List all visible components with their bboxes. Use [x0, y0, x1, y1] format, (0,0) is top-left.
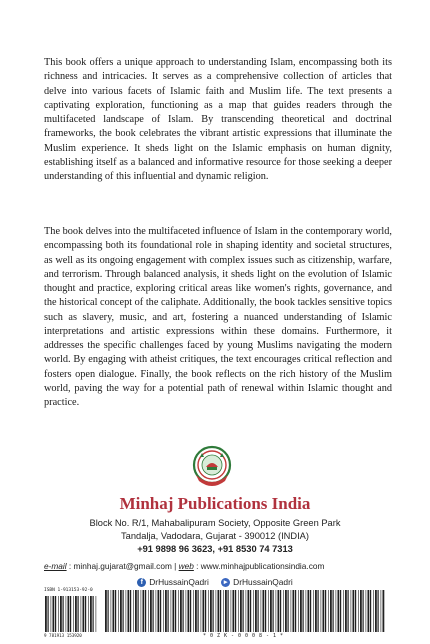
barcode-stripe: [93, 596, 94, 632]
barcode-stripe: [351, 590, 352, 632]
barcode-stripe: [303, 590, 304, 632]
barcode-stripe: [373, 590, 374, 632]
web-address[interactable]: www.minhajpublicationsindia.com: [200, 561, 325, 571]
barcode-stripe: [148, 590, 149, 632]
barcode-stripe: [213, 590, 214, 632]
barcode-stripe: [306, 590, 307, 632]
barcode-stripe: [158, 590, 160, 632]
barcode-stripe: [313, 590, 314, 632]
barcode-stripe: [171, 590, 172, 632]
barcode-stripe: [60, 596, 62, 632]
barcode-stripe: [205, 590, 206, 632]
barcode-stripe: [265, 590, 266, 632]
barcode-stripe: [168, 590, 169, 632]
barcode-stripe: [123, 590, 124, 632]
barcode-stripe: [143, 590, 145, 632]
barcode-stripe: [370, 590, 371, 632]
barcode-stripe: [105, 590, 107, 632]
barcode-stripe: [228, 590, 229, 632]
barcode-stripe: [156, 590, 157, 632]
barcode-stripe: [368, 590, 370, 632]
barcode-stripe: [150, 590, 152, 632]
barcode-stripe: [163, 590, 164, 632]
barcode-stripe: [238, 590, 239, 632]
barcode-stripe: [85, 596, 86, 632]
barcode-stripe: [120, 590, 122, 632]
barcode-stripe: [186, 590, 187, 632]
contact-line: [44, 561, 324, 571]
barcode-stripe: [48, 596, 49, 632]
facebook-handle[interactable]: [137, 577, 209, 587]
barcode-stripe: [73, 596, 74, 632]
barcode-stripe: [220, 590, 221, 632]
barcode-stripe: [113, 590, 115, 632]
barcode-stripe: [235, 590, 236, 632]
barcode-stripe: [325, 590, 326, 632]
barcode-stripe: [210, 590, 212, 632]
barcode-stripe: [201, 590, 202, 632]
email-address[interactable]: minhaj.gujarat@gmail.com: [73, 561, 172, 571]
youtube-handle[interactable]: [221, 577, 293, 587]
barcode-stripe: [138, 590, 139, 632]
barcode-stripe: [278, 590, 280, 632]
barcode-stripe: [323, 590, 325, 632]
barcode-stripe: [261, 590, 262, 632]
barcode-stripe: [378, 590, 379, 632]
barcode-stripe: [366, 590, 367, 632]
barcode-stripe: [293, 590, 295, 632]
minhaj-emblem-icon: [192, 445, 232, 491]
barcode-stripe: [195, 590, 197, 632]
barcode-stripe: [53, 596, 55, 632]
barcode-stripe: [333, 590, 334, 632]
barcode-stripe: [310, 590, 311, 632]
barcode-stripe: [258, 590, 259, 632]
social-handles: [0, 576, 430, 587]
barcode-stripe: [330, 590, 332, 632]
barcode-stripe: [208, 590, 209, 632]
facebook-icon: f: [137, 578, 146, 587]
barcode-stripe: [353, 590, 355, 632]
barcode-stripe: [180, 590, 182, 632]
publisher-name: Minhaj Publications India: [119, 494, 311, 513]
barcode-stripe: [288, 590, 289, 632]
barcode-stripe: [308, 590, 310, 632]
price-barcode-digits: *0ZK-0008-1*: [202, 633, 288, 639]
barcode-stripe: [75, 596, 77, 632]
barcode-stripe: [83, 596, 85, 632]
barcode-stripe: [243, 590, 244, 632]
barcode-stripe: [381, 590, 382, 632]
barcode-stripe: [233, 590, 235, 632]
barcode-stripe: [198, 590, 199, 632]
barcode-stripe: [173, 590, 175, 632]
email-separator: :: [66, 561, 74, 571]
barcode-stripe: [280, 590, 281, 632]
barcode-stripe: [216, 590, 217, 632]
barcode-stripe: [375, 590, 377, 632]
barcode-stripe: [223, 590, 224, 632]
barcode-stripe: [276, 590, 277, 632]
barcode-stripe: [336, 590, 337, 632]
barcode-stripe: [141, 590, 142, 632]
barcode-stripe: [345, 590, 347, 632]
barcode-stripe: [383, 590, 385, 632]
barcode-stripe: [88, 596, 89, 632]
barcode-stripe: [90, 596, 92, 632]
description-paragraph-2: The book delves into the multifaceted influence of Islam in the contemporary world, encompassing both its foundational role in shaping identity and societal structures, as well as its ongoing engagement with complex issues such as citizenship, warfare, and terrorism. Through balanced analysis, it sheds light on the evolution of Islamic thought and practice, exploring critical areas like women's rights, governance, and the historical concept of the caliphate. Additionally, the book tackles sensitive topics such as slavery, music, and art, fostering a nuanced understanding of Islamic interpretations and artistic expressions within these domains. Furthermore, it addresses the specific challenges faced by young Muslims navigating the modern world. By engaging with atheist critiques, the text encourages critical reflection and fosters open dialogue. Finally, the book reflects on the rich history of the Muslim world, paving the way for a potential path of renewal within Islamic thought and practice.: [44, 226, 392, 408]
barcode-stripe: [126, 590, 127, 632]
barcode-stripe: [111, 590, 112, 632]
barcode-stripe: [315, 590, 317, 632]
barcode-stripe: [273, 590, 274, 632]
barcode-stripe: [63, 596, 64, 632]
barcode-stripe: [135, 590, 137, 632]
barcode-stripe: [363, 590, 364, 632]
barcode-stripe: [355, 590, 356, 632]
barcode-stripe: [108, 590, 109, 632]
barcode-stripe: [115, 590, 116, 632]
barcode-stripe: [45, 596, 47, 632]
barcode-stripe: [246, 590, 247, 632]
isbn-label: ISBN 1-913153-92-0: [44, 588, 93, 593]
barcode-stripe: [253, 590, 254, 632]
barcode-stripe: [51, 596, 52, 632]
barcode-stripe: [358, 590, 359, 632]
barcode-stripe: [178, 590, 179, 632]
phone-numbers: +91 9898 96 3623, +91 8530 74 7313: [137, 544, 293, 554]
barcode-stripe: [318, 590, 319, 632]
barcode-stripe: [188, 590, 190, 632]
barcode-stripe: [250, 590, 251, 632]
address-line-2: Tandalja, Vadodara, Gujarat - 390012 (INDIA): [121, 531, 309, 541]
barcode-stripe: [300, 590, 302, 632]
barcode-stripe: [81, 596, 82, 632]
email-label: e-mail: [44, 561, 67, 571]
barcode-stripe: [270, 590, 272, 632]
barcode-stripe: [78, 596, 79, 632]
barcode-stripe: [248, 590, 250, 632]
barcode-stripe: [183, 590, 184, 632]
barcode-stripe: [321, 590, 322, 632]
barcode-stripe: [285, 590, 287, 632]
barcode-stripe: [193, 590, 194, 632]
barcode-stripe: [118, 590, 119, 632]
web-separator: :: [193, 561, 201, 571]
barcode-stripe: [145, 590, 146, 632]
barcode-stripe: [160, 590, 161, 632]
web-label: web: [178, 561, 194, 571]
youtube-handle-text: DrHussainQadri: [233, 576, 293, 587]
barcode-stripe: [268, 590, 269, 632]
barcode-stripe: [295, 590, 296, 632]
contact-divider: |: [171, 561, 179, 571]
barcode-stripe: [328, 590, 329, 632]
barcode-stripe: [128, 590, 130, 632]
description-paragraph-1: This book offers a unique approach to understanding Islam, encompassing both its richness and intricacies. It serves as a comprehensive collection of articles that delve into various facets of Islamic faith and Muslim life. The text presents a captivating exploration, functioning as a map that guides readers through the multifaceted landscape of Islam. By transcending theoretical and doctrinal frameworks, the book celebrates the vibrant artistic expressions that illuminate the Muslim experience. It sheds light on the Islamic emphasis on human dignity, establishing itself as a balanced and informative resource for those seeking a deeper understanding of this influential and dynamic religion.: [44, 57, 392, 182]
barcode-stripe: [348, 590, 349, 632]
barcode-stripe: [175, 590, 176, 632]
barcode-stripe: [165, 590, 167, 632]
facebook-handle-text: DrHussainQadri: [149, 576, 209, 587]
barcode-stripe: [153, 590, 154, 632]
isbn-digits: 9 781913 153920: [44, 633, 82, 638]
barcode-stripe: [263, 590, 265, 632]
barcode-stripe: [343, 590, 344, 632]
address-line-1: Block No. R/1, Mahabalipuram Society, Opposite Green Park: [89, 518, 341, 528]
barcode-stripe: [231, 590, 232, 632]
barcode-stripe: [338, 590, 340, 632]
barcode-stripe: [283, 590, 284, 632]
barcode-stripe: [225, 590, 227, 632]
barcode-stripe: [255, 590, 257, 632]
barcode-stripe: [66, 596, 67, 632]
youtube-icon: ▸: [221, 578, 230, 587]
barcode-stripe: [218, 590, 220, 632]
barcode-stripe: [130, 590, 131, 632]
barcode-stripe: [203, 590, 205, 632]
barcode-stripe: [70, 596, 71, 632]
barcode-stripe: [58, 596, 59, 632]
barcode-stripe: [291, 590, 292, 632]
barcode-stripe: [360, 590, 362, 632]
barcode-stripe: [68, 596, 70, 632]
barcode-stripe: [298, 590, 299, 632]
barcode-stripe: [340, 590, 341, 632]
barcode-stripe: [96, 596, 97, 632]
barcode-stripe: [190, 590, 191, 632]
barcode-stripe: [133, 590, 134, 632]
barcode-stripe: [55, 596, 56, 632]
barcode-stripe: [240, 590, 242, 632]
